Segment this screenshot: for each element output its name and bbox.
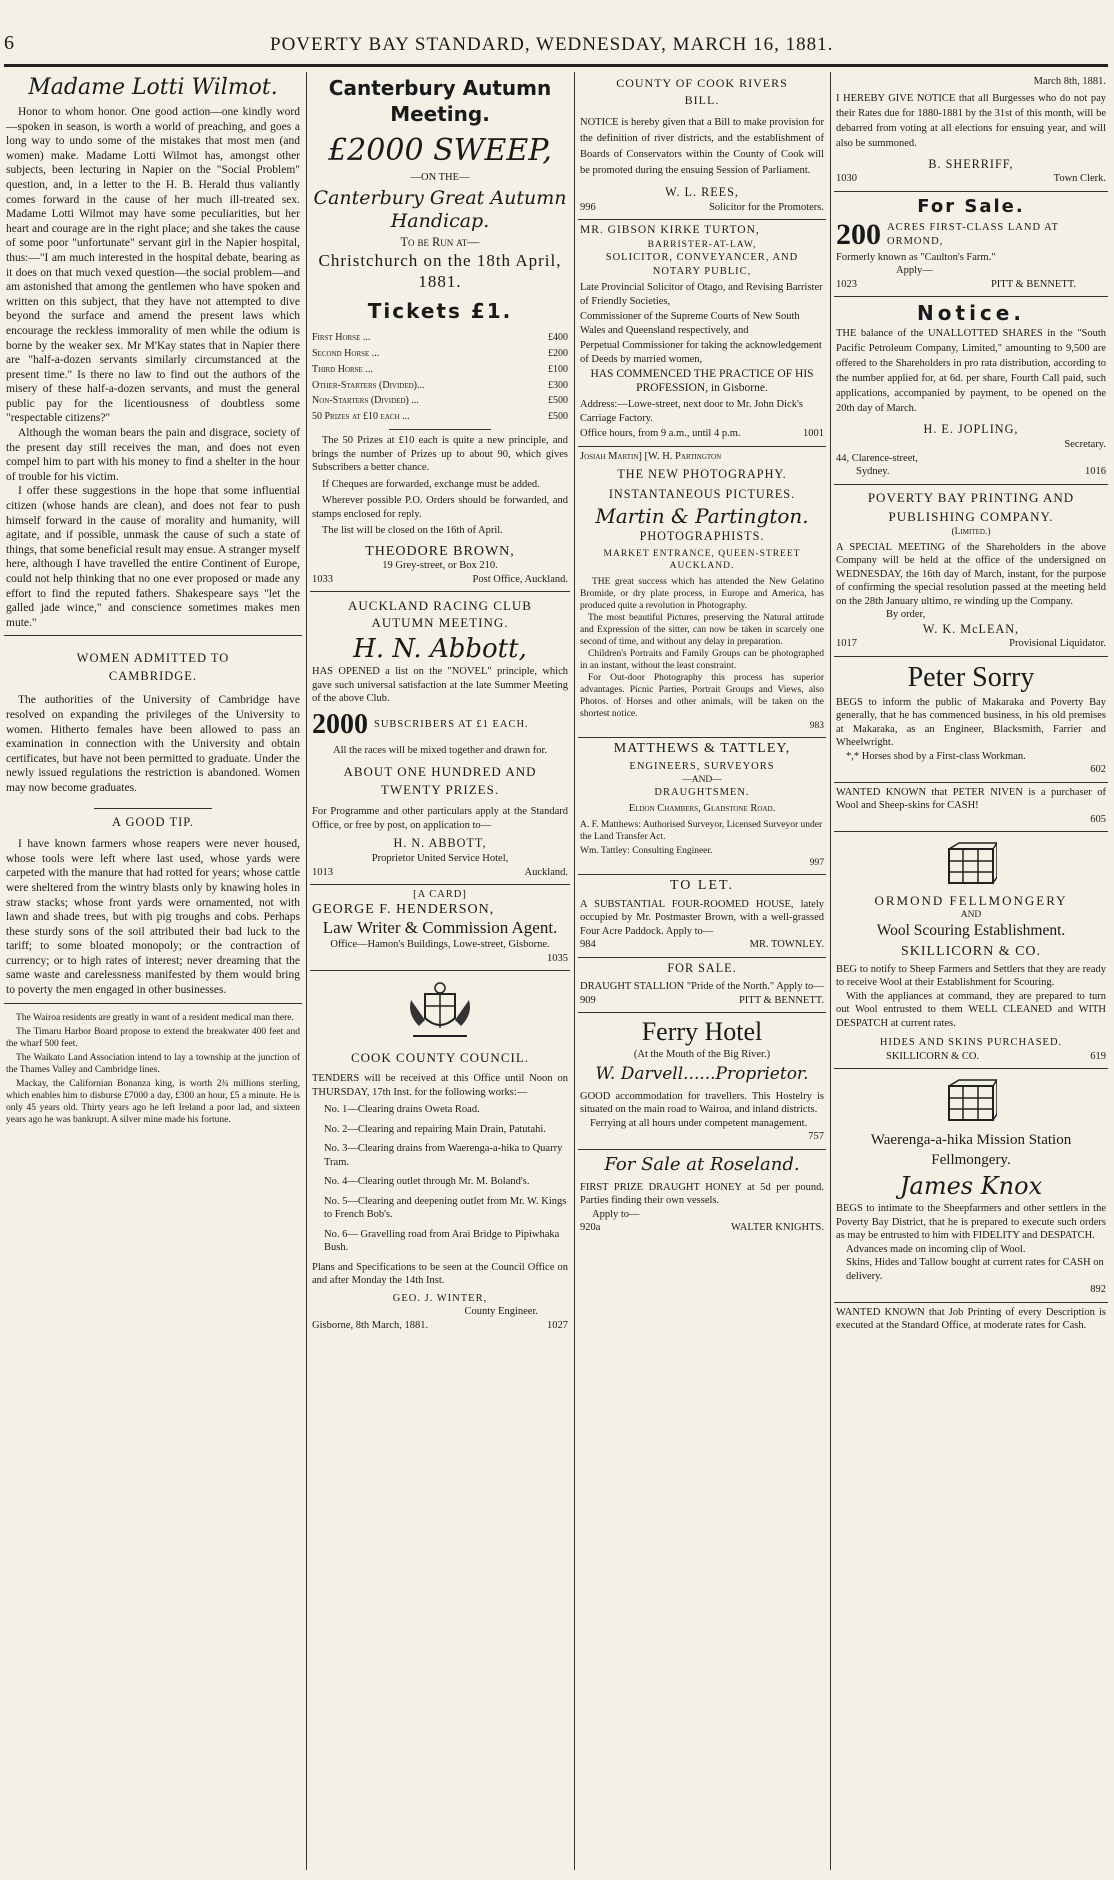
ad-footer xyxy=(580,994,824,1008)
table-row xyxy=(312,330,568,346)
ad-signature: MR. TOWNLEY. xyxy=(749,939,824,951)
ad-line: Formerly known as "Caulton's Farm." xyxy=(836,251,996,263)
handicap-heading: Canterbury Great Autumn Handicap. xyxy=(313,186,567,232)
tickets-heading: Tickets £1. xyxy=(367,299,513,324)
ad-paragraph: A SUBSTANTIAL FOUR-ROOMED HOUSE, lately occupied by Mr. Postmaster Brown, with a well-grassed Four Acre Paddock. Apply to— xyxy=(580,898,824,937)
list-item: No. 5—Clearing and deepening outlet from Mr. W. Kings to French Bob's. xyxy=(324,1195,567,1221)
ad-heading: TO LET. xyxy=(669,877,735,893)
ad-address: MARKET ENTRANCE, QUEEN-STREET AUCKLAND. xyxy=(603,549,801,572)
ad-footer xyxy=(580,1221,824,1235)
table-row xyxy=(312,362,568,378)
acres-number: 200 xyxy=(836,217,881,251)
ad-signature-line: County Engineer. xyxy=(464,1306,538,1318)
ad-heading: Peter Sorry xyxy=(907,661,1035,693)
ad-paragraph: BEG to notify to Sheep Farmers and Settlers that they are ready to receive Wool at their Establishment for Scouring. xyxy=(836,963,1106,989)
ad-roseland xyxy=(578,1150,826,1240)
ad-heading: For Sale. xyxy=(917,195,1025,217)
prize-name: 50 Prizes at £10 each ... xyxy=(312,411,410,423)
ad-signature: W. K. McLEAN, xyxy=(922,621,1020,636)
ad-number: 619 xyxy=(1090,1050,1106,1062)
ad-subheading: ABOUT ONE HUNDRED AND TWENTY PRIZES. xyxy=(343,764,537,798)
divider xyxy=(94,808,212,809)
ad-office: Office—Hamon's Buildings, Lowe-street, Gisborne. xyxy=(330,939,550,951)
prize-name: Other-Starters (Divided)... xyxy=(312,379,425,391)
coat-of-arms-icon xyxy=(405,980,475,1044)
ad-job-printing xyxy=(834,1303,1108,1338)
prize-name: Third Horse ... xyxy=(312,363,373,375)
ad-body xyxy=(312,434,568,538)
prize-amount: £500 xyxy=(548,411,568,423)
prize-table xyxy=(312,330,568,425)
ad-heading: COUNTY OF COOK RIVERS BILL. xyxy=(616,76,788,107)
column-divider xyxy=(830,72,831,1870)
ad-title: BARRISTER-AT-LAW, xyxy=(647,240,757,251)
ad-signature-line: Provisional Liquidator. xyxy=(1009,638,1106,650)
ad-ormond-fellmongery xyxy=(834,832,1108,1069)
venue: Christchurch on the 18th April, 1881. xyxy=(318,251,562,292)
ad-printing-company xyxy=(834,485,1108,657)
ad-signature: WALTER KNIGHTS. xyxy=(731,1222,824,1234)
newspaper-title: POVERTY BAY STANDARD, WEDNESDAY, MARCH 16, 1881. xyxy=(270,34,834,55)
ad-apply: Apply to— xyxy=(592,1208,640,1220)
news-note: Mackay, the Californian Bonanza king, is worth 2¾ millions sterling, which enables him to disburse £7000 a day, £300 an hour, £5 a minute. He is only 45 years old. Thirty years ago he left Ireland a poor lad, and sixteen years ago he was bankrupt. A silver mine made his fortune. xyxy=(6,1078,300,1125)
acres-text: ACRES FIRST-CLASS LAND AT ORMOND, xyxy=(887,222,1059,247)
ad-paragraph: Skins, Hides and Tallow bought at current rates for CASH on delivery. xyxy=(846,1257,1104,1282)
ad-paragraph: Children's Portraits and Family Groups can be photographed in an instant, without the least constraint. xyxy=(580,649,824,672)
ad-ferry-hotel xyxy=(578,1013,826,1150)
ad-date: March 8th, 1881. xyxy=(1033,76,1106,87)
ad-paragraph: DRAUGHT STALLION "Pride of the North." Apply to— xyxy=(580,981,824,993)
ad-paragraph: BEGS to intimate to the Sheepfarmers and other settlers in the Poverty Bay District, that he is prepared to execute such orders as may be entrusted to him with FIDELITY and DESPATCH. xyxy=(836,1203,1106,1242)
ad-line: By order, xyxy=(886,609,926,621)
ad-subheading: (Limited.) xyxy=(951,526,991,537)
list-item: No. 1—Clearing drains Oweta Road. xyxy=(324,1104,480,1116)
ad-footer xyxy=(312,1319,568,1333)
ad-footer xyxy=(836,278,1106,292)
column-divider xyxy=(306,72,307,1870)
news-notes xyxy=(4,1004,302,1133)
ad-heading: For Sale at Roseland. xyxy=(604,1153,800,1175)
ad-paragraph: Wherever possible P.O. Orders should be forwarded, and stamps enclosed for reply. xyxy=(312,495,568,520)
divider xyxy=(389,429,491,430)
ad-line: To be Run at— xyxy=(400,234,480,249)
ad-title: Law Writer & Commission Agent. xyxy=(322,918,558,938)
ad-paragraph: BEGS to inform the public of Makaraka and Poverty Bay generally, that he has commenced business, in his old premises at Makaraka, as an Engineer, Blacksmith, Farrier and Wheelwright. xyxy=(836,696,1106,749)
ad-heading: POVERTY BAY PRINTING AND PUBLISHING COMPANY. xyxy=(867,489,1075,524)
ad-signature: PITT & BENNETT. xyxy=(990,278,1076,290)
ad-paragraph: I HEREBY GIVE NOTICE that all Burgesses who do not pay their Rates due for 1880-1881 by the 31st of this month, will be debarred from voting at all elections for ensuing year, and will also be summoned. xyxy=(836,92,1106,149)
ad-footer xyxy=(580,427,824,441)
subscribers-line xyxy=(312,710,568,740)
wool-bale-icon xyxy=(945,841,997,887)
ad-footer xyxy=(580,938,824,952)
ad-paragraph: WANTED KNOWN that Job Printing of every Description is executed at the Standard Office, at moderate rates for Cash. xyxy=(836,1306,1106,1332)
ad-paragraph: Late Provincial Solicitor of Otago, and Revising Barrister of Friendly Societies, xyxy=(580,282,823,307)
article-lotti-wilmot xyxy=(4,72,302,636)
ad-subheading: (At the Mouth of the Big River.) xyxy=(633,1049,771,1061)
ad-number: 1017 xyxy=(836,638,857,650)
ad-line: —AND— xyxy=(682,774,722,785)
ad-signature-line: Proprietor United Service Hotel, xyxy=(371,853,509,865)
ad-paragraph: The list will be closed on the 16th of April. xyxy=(322,525,503,537)
article-heading: A GOOD TIP. xyxy=(112,814,194,829)
ad-number: 920a xyxy=(580,1222,601,1234)
ad-petroleum-notice xyxy=(834,297,1108,484)
ad-number: 892 xyxy=(1090,1284,1106,1296)
ad-heading: Ferry Hotel xyxy=(641,1017,763,1047)
article-good-tip xyxy=(4,801,302,1004)
ad-heading: THE NEW PHOTOGRAPHY. xyxy=(617,467,787,482)
list-item: No. 3—Clearing drains from Waerenga-a-hika to Quarry Tram. xyxy=(324,1143,563,1168)
article-paragraph: Honor to whom honor. One good action—one kindly word—spoken in season, is worth a world of preaching, and goes a long way to undo some of the mistakes that most men (and women) make. Madame Lotti Wilmot has, amongst other subjects, been lecturing in Napier on the "Social Problem" question, and, in a letter to the H. B. Herald thus valiantly comes forward in the cause of her much ill-treated sex. Madame Lotti Wilmot may have some peculiarities, but her heart and courage are in the right place; and she takes the cause of some poor "unfortunate" servant girl in the Napier hospital, thus:—"I am much interested in the hospital debate, bearing as it does on that much vexed question—the social problem—and am astonished that among the gentlemen who have spoken and written on this subject, that they have not attempted to dive beyond the surface and amend the present laws which encourage the reckless immorality of men while the odium is borne by the weaker sex. Mr M'Kay states that in Napier there are "half-a-dozen servants similarly circumstanced at the present time." Is there no law to find out the authors of the misery of these half-a-dozen servants, and must the general public pay for the licentiousness of doubtless some "respectable citizens?" xyxy=(6,106,300,425)
ad-number: 983 xyxy=(809,721,824,732)
ad-address: Post Office, Auckland. xyxy=(472,573,568,585)
ad-footer xyxy=(836,637,1106,651)
ad-for-sale-stallion xyxy=(578,958,826,1014)
ad-canterbury-sweep xyxy=(310,72,570,592)
ad-signature-line: Solicitor for the Promoters. xyxy=(709,201,824,213)
article-paragraph: Although the woman bears the pain and disgrace, society of the present day still receives the man, and does not even compel him to part with his money to find a shelter in the hour of trouble for his victim. xyxy=(6,427,300,483)
ad-paragraph: Address:—Lowe-street, next door to Mr. John Dick's Carriage Factory. xyxy=(580,399,803,424)
news-note: The Waikato Land Association intend to lay a township at the junction of the Thames Valley and Cambridge lines. xyxy=(6,1052,300,1075)
list-item: No. 6— Gravelling road from Arai Bridge to Pipiwhaka Bush. xyxy=(324,1228,560,1254)
ad-number: 997 xyxy=(809,857,824,868)
ad-paragraph: The 50 Prizes at £10 each is quite a new principle, and brings the number of Prizes up to about 90, which gives Subscribers a better chance. xyxy=(312,435,568,474)
ad-paragraph: Ferrying at all hours under competent management. xyxy=(590,1117,808,1129)
ad-name-script: W. Darvell......Proprietor. xyxy=(595,1063,809,1084)
ad-heading: Canterbury Autumn Meeting. xyxy=(328,76,552,126)
ad-paragraph: A. F. Matthews: Authorised Surveyor, Licensed Surveyor under the Land Transfer Act. xyxy=(580,819,823,842)
ad-number: 1013 xyxy=(312,866,333,878)
article-paragraph: I have known farmers whose reapers were never housed, whose tools were left where last used, whose yards were carpeted with the manure that had rotted for years; whose cattle were sheltered from the wintry blasts only by knawing holes in straw stacks; whose front yards were ornamented, not with lawn and shade trees, but with pig troughs and cobs. Perhaps these sturdy sons of the soil attributed their bad luck to the tariff; to some bloated monopoly; or the contraction of currency; or to high rates of interest; never dreaming that the same waste and carelessness manifested by them would bring to poverty the men engaged in other businesses. xyxy=(6,838,300,997)
ad-number: 1030 xyxy=(836,173,857,185)
ad-paragraph: All the races will be mixed together and drawn for. xyxy=(332,744,547,756)
ad-paragraph: THE balance of the UNALLOTTED SHARES in the "South Pacific Petroleum Company, Limited," amounting to 9,500 are offered to the Shareholders in pro rata distribution, according to the number applied for, at 6d. per share, Fourth Call paid, such applications, accompanied by payment, to be opened on the 20th day of March. xyxy=(836,328,1106,415)
ad-address: Eldon Chambers, Gladstone Road. xyxy=(628,803,776,815)
ad-rivers-bill xyxy=(578,72,826,220)
ad-names: Josiah Martin] [W. H. Partington xyxy=(580,450,722,462)
ad-photography xyxy=(578,447,826,739)
ad-date: Gisborne, 8th March, 1881. xyxy=(312,1319,429,1331)
ad-to-let xyxy=(578,875,826,958)
ad-paragraph: If Cheques are forwarded, exchange must be added. xyxy=(322,478,540,490)
prize-amount: £200 xyxy=(548,348,568,360)
wool-bale-icon xyxy=(945,1078,997,1124)
ad-apply: Apply— xyxy=(896,265,933,277)
ad-signature: W. L. REES, xyxy=(665,185,739,199)
article-paragraph: The authorities of the University of Cambridge have resolved on expanding the privileges of the University to women. Hitherto females have been allowed to pass an examination in connection with the University and obtain certificates, but have not been permitted to graduate. Under the newly issued regulations the restriction is abandoned. Women may now become graduates. xyxy=(6,694,300,794)
ad-cook-county-council xyxy=(310,971,570,1337)
ad-auckland-racing xyxy=(310,592,570,885)
tender-list xyxy=(312,1103,568,1255)
ad-paragraph: For Programme and other particulars apply at the Standard Office, or free by post, on application to— xyxy=(312,806,568,831)
news-note: The Wairoa residents are greatly in want of a resident medical man there. xyxy=(16,1012,294,1023)
ad-paragraph: HAS COMMENCED THE PRACTICE OF HIS PROFESSION, in Gisborne. xyxy=(590,368,814,394)
ad-title: DRAUGHTSMEN. xyxy=(654,786,750,798)
ad-heading: INSTANTANEOUS PICTURES. xyxy=(608,486,796,501)
ad-paragraph: TENDERS will be received at this Office until Noon on THURSDAY, 17th Inst. for the following works:— xyxy=(312,1073,568,1098)
news-note: The Timaru Harbor Board propose to extend the breakwater 400 feet and the wharf 500 feet. xyxy=(6,1026,300,1049)
ad-number: 605 xyxy=(1090,813,1106,825)
ad-name-script: Martin & Partington. xyxy=(595,503,809,528)
ad-paragraph: FIRST PRIZE DRAUGHT HONEY at 5d per pound. Parties finding their own vessels. xyxy=(580,1181,824,1207)
ad-signature-line: Town Clerk. xyxy=(1053,173,1106,185)
ad-ormond-land xyxy=(834,192,1108,298)
ad-peter-sorry xyxy=(834,657,1108,783)
table-row xyxy=(312,409,568,425)
ad-address: 44, Clarence-street, xyxy=(836,452,918,464)
prize-amount: £300 xyxy=(548,379,568,391)
column-3 xyxy=(578,72,826,1870)
ad-heading: AUCKLAND RACING CLUB AUTUMN MEETING. xyxy=(348,598,532,631)
ad-firm: SKILLICORN & CO. xyxy=(900,944,1042,960)
ad-heading: Wool Scouring Establishment. xyxy=(876,922,1066,940)
ad-subheading: PHOTOGRAPHISTS. xyxy=(639,528,765,543)
masthead-rule xyxy=(4,64,1108,67)
ad-paragraph: WANTED KNOWN that PETER NIVEN is a purchaser of Wool and Sheep-skins for CASH! xyxy=(836,786,1106,812)
ad-waerenga-fellmongery xyxy=(834,1069,1108,1303)
ad-signature: SKILLICORN & CO. xyxy=(886,1050,980,1062)
ad-body xyxy=(580,281,824,425)
column-2 xyxy=(310,72,570,1870)
ad-footer xyxy=(836,172,1106,186)
ad-henderson-card xyxy=(310,885,570,971)
table-row xyxy=(312,393,568,409)
ad-title: SOLICITOR, CONVEYANCER, AND NOTARY PUBLIC, xyxy=(605,252,799,277)
list-item: No. 2—Clearing and repairing Main Drain, Patutahi. xyxy=(324,1123,546,1135)
ad-number: 602 xyxy=(1090,764,1106,776)
ad-heading: Notice. xyxy=(917,301,1025,326)
ad-name: GEORGE F. HENDERSON, xyxy=(312,901,495,917)
ad-matthews-tattley xyxy=(578,738,826,874)
ad-peter-niven xyxy=(834,783,1108,833)
subscribers-text: SUBSCRIBERS AT £1 EACH. xyxy=(374,719,529,731)
ad-number: 1033 xyxy=(312,573,333,585)
ad-name: MATTHEWS & TATTLEY, xyxy=(613,741,791,757)
column-divider xyxy=(574,72,575,1870)
ad-paragraph: GOOD accommodation for travellers. This Hostelry is situated on the main road to Wairoa, and inland districts. xyxy=(580,1090,824,1116)
ad-paragraph: NOTICE is hereby given that a Bill to make provision for the definition of river districts, and the establishment of Boards of Conservators within the County of Cook will be promoted during the ensuing Session of Parliament. xyxy=(580,117,824,176)
ad-heading: FOR SALE. xyxy=(667,960,737,975)
prize-amount: £500 xyxy=(548,395,568,407)
ad-heading: COOK COUNTY COUNCIL. xyxy=(350,1050,530,1066)
ad-number: 996 xyxy=(580,201,596,213)
sweep-heading: £2000 SWEEP, xyxy=(328,133,552,168)
ad-number: 984 xyxy=(580,939,596,951)
ad-subheading: HIDES AND SKINS PURCHASED. xyxy=(879,1037,1063,1049)
ad-body xyxy=(580,576,824,720)
article-paragraph: I offer these suggestions in the hope that some influential citizen (whose hands are clean), and does not fear to push himself forward in the cause of morality and humanity, will agitate, and if possible, unmask the cause of such a state of things, that some beneficial result may ensue. A stranger myself here, although I have travelled the entire Continent of Europe, could not help thinking that no one ever proposed or made any effort to find the reputed fathers. Shakespeare says "let the galled jade wince," and conscience sometimes makes men mute." xyxy=(6,485,300,629)
article-women-cambridge xyxy=(4,636,302,800)
ad-address: Sydney. xyxy=(856,466,890,478)
table-row xyxy=(312,346,568,362)
column-1 xyxy=(4,72,302,1870)
ad-paragraph: Wm. Tattley: Consulting Engineer. xyxy=(580,845,713,856)
ad-signature: GEO. J. WINTER, xyxy=(392,1292,488,1304)
ad-signature: B. SHERRIFF, xyxy=(928,156,1014,171)
ad-line: —ON THE— xyxy=(410,172,470,183)
article-heading: WOMEN ADMITTED TO CAMBRIDGE. xyxy=(76,651,230,684)
table-row xyxy=(312,378,568,394)
ad-paragraph: Plans and Specifications to be seen at the Council Office on and after Monday the 14th Inst. xyxy=(312,1261,568,1287)
prize-name: Non-Starters (Divided) ... xyxy=(312,395,419,407)
prize-amount: £100 xyxy=(548,363,568,375)
ad-paragraph: Advances made on incoming clip of Wool. xyxy=(846,1243,1026,1255)
prize-name: Second Horse ... xyxy=(312,348,380,360)
ad-signature: H. E. JOPLING, xyxy=(923,422,1019,437)
ad-name-script: H. N. Abbott, xyxy=(353,634,527,665)
ad-number: 1016 xyxy=(1085,466,1106,478)
ad-number: 909 xyxy=(580,994,596,1006)
ad-name-script: James Knox xyxy=(899,1172,1043,1201)
ad-paragraph: With the appliances at command, they are prepared to turn out Wool entrusted to them WELL CLEANED and WITH DESPATCH at current rates. xyxy=(836,990,1106,1029)
ad-footer xyxy=(836,465,1106,479)
acres-line xyxy=(836,219,1106,251)
ad-footer xyxy=(312,573,568,587)
ad-title: ENGINEERS, SURVEYORS xyxy=(629,761,775,773)
ad-footer xyxy=(312,866,568,880)
page-number: 6 xyxy=(4,32,15,54)
ad-signature: H. N. ABBOTT, xyxy=(393,836,487,851)
ad-paragraph: A SPECIAL MEETING of the Shareholders in the above Company will be held at the office of the undersigned on WEDNESDAY, the 16th day of March, instant, for the purpose of confirming the special resolution passed at the meeting held on the 28th January ultimo, re winding up the Company. xyxy=(836,541,1106,607)
ad-number: 1035 xyxy=(547,952,568,964)
prize-name: First Horse ... xyxy=(312,332,371,344)
ad-paragraph: Perpetual Commissioner for taking the acknowledgement of Deeds by married women, xyxy=(580,340,822,365)
ad-heading: ORMOND FELLMONGERY xyxy=(874,893,1068,909)
masthead xyxy=(0,26,1114,66)
ad-paragraph: *,* Horses shod by a First-class Workman. xyxy=(846,750,1026,762)
column-4 xyxy=(834,72,1108,1870)
ad-heading: Waerenga-a-hika Mission Station Fellmongery. xyxy=(870,1132,1072,1169)
ad-name: MR. GIBSON KIRKE TURTON, xyxy=(580,224,760,237)
ad-paragraph: Commissioner of the Supreme Courts of New South Wales and Queensland respectively, and xyxy=(580,311,800,336)
card-label: [A CARD] xyxy=(413,889,467,901)
ad-number: 1023 xyxy=(836,278,857,290)
ad-footer xyxy=(580,201,824,215)
ad-line: AND xyxy=(960,910,982,921)
list-item: No. 4—Clearing outlet through Mr. M. Boland's. xyxy=(324,1176,530,1188)
ad-place: Auckland. xyxy=(524,866,568,878)
ad-paragraph: HAS OPENED a list on the "NOVEL" principle, which gave such universal satisfaction at the late Summer Meeting of the above Club. xyxy=(312,666,568,705)
ad-signature-line: Secretary. xyxy=(1064,439,1106,451)
office-hours: Office hours, from 9 a.m., until 4 p.m. xyxy=(580,428,741,440)
article-heading: Madame Lotti Wilmot. xyxy=(28,75,278,100)
prize-amount: £400 xyxy=(548,332,568,344)
ad-paragraph: THE great success which has attended the New Gelatino Bromide, or dry plate process, in Europe and America, has produced quite a revolution in Photography. xyxy=(580,577,824,612)
ad-address: 19 Grey-street, or Box 210. xyxy=(382,560,498,572)
ad-paragraph: For Out-door Photography this process has superior advantages. Picnic Parties, Portrait Groups and Views, also Photos. of Horses and other animals, will be taken on the shortest notice. xyxy=(580,673,824,720)
ad-turton xyxy=(578,220,826,446)
ad-number: 757 xyxy=(808,1131,824,1143)
ad-paragraph: The most beautiful Pictures, preserving the Natural attitude and Expression of the sitter, can now be taken in scarcely one second of time, and without any delay in preparation. xyxy=(580,613,824,648)
ad-signature: PITT & BENNETT. xyxy=(738,994,824,1006)
subscribers-number: 2000 xyxy=(312,708,368,740)
ad-number: 1027 xyxy=(547,1319,568,1331)
ad-rates-notice xyxy=(834,72,1108,192)
ad-footer xyxy=(836,1050,1106,1064)
ad-signature: THEODORE BROWN, xyxy=(365,543,515,559)
ad-number: 1001 xyxy=(803,428,824,440)
